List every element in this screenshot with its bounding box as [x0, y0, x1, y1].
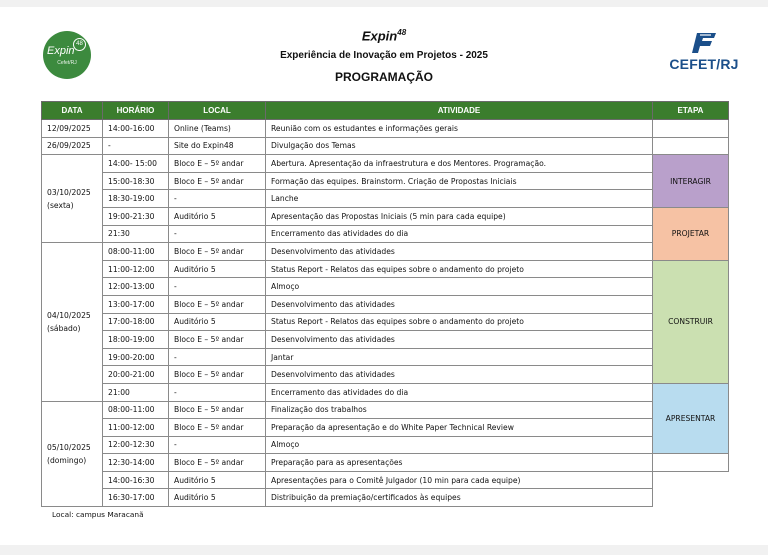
document-subtitle: Experiência de Inovação em Projetos - 2025	[280, 50, 488, 61]
time-cell: 12:30-14:00	[103, 454, 169, 472]
activity-cell: Desenvolvimento das atividades	[266, 243, 653, 261]
time-cell: 20:00-21:00	[103, 366, 169, 384]
stage-cell: CONSTRUIR	[653, 260, 729, 383]
location-cell: Bloco E – 5º andar	[169, 155, 266, 173]
table-row	[42, 331, 729, 349]
logo-text: Expin	[47, 45, 75, 57]
column-header-stage: ETAPA	[653, 102, 729, 120]
cefet-emblem-icon	[691, 31, 717, 55]
activity-cell: Desenvolvimento das atividades	[266, 366, 653, 384]
time-cell: 19:00-21:30	[103, 207, 169, 225]
time-cell: 16:30-17:00	[103, 489, 169, 507]
location-cell: Bloco E – 5º andar	[169, 243, 266, 261]
time-cell: 14:00- 15:00	[103, 155, 169, 173]
table-row	[42, 348, 729, 366]
location-cell: Auditório 5	[169, 471, 266, 489]
time-cell: 21:00	[103, 383, 169, 401]
location-cell: Bloco E – 5º andar	[169, 454, 266, 472]
table-row	[42, 313, 729, 331]
activity-cell: Divulgação dos Temas	[266, 137, 653, 155]
time-cell: 08:00-11:00	[103, 401, 169, 419]
location-cell: Online (Teams)	[169, 120, 266, 138]
table-row	[42, 137, 729, 155]
date-cell	[42, 155, 103, 243]
table-row	[42, 190, 729, 208]
date-cell	[42, 243, 103, 401]
date-text: 05/10/2025	[47, 442, 91, 452]
time-cell: 18:30-19:00	[103, 190, 169, 208]
logo-badge: 48	[73, 38, 86, 51]
time-cell: 11:00-12:00	[103, 419, 169, 437]
location-cell: -	[169, 225, 266, 243]
location-cell: -	[169, 278, 266, 296]
location-cell: -	[169, 436, 266, 454]
activity-cell: Status Report - Relatos das equipes sobre o andamento do projeto	[266, 260, 653, 278]
time-cell: 11:00-12:00	[103, 260, 169, 278]
activity-cell: Finalização dos trabalhos	[266, 401, 653, 419]
stage-cell: PROJETAR	[653, 207, 729, 260]
activity-cell: Preparação da apresentação e do White Paper Technical Review	[266, 419, 653, 437]
table-row	[42, 260, 729, 278]
time-cell: 14:00-16:30	[103, 471, 169, 489]
table-header-row	[42, 102, 729, 120]
location-cell: Bloco E – 5º andar	[169, 401, 266, 419]
location-cell: Bloco E – 5º andar	[169, 331, 266, 349]
document-page	[0, 7, 768, 545]
cefet-logo	[664, 31, 744, 77]
stage-cell	[653, 120, 729, 138]
column-header-location: LOCAL	[169, 102, 266, 120]
date-cell	[42, 137, 103, 155]
table-row	[42, 419, 729, 437]
table-row	[42, 225, 729, 243]
activity-cell: Distribuição da premiação/certificados às equipes	[266, 489, 653, 507]
time-cell: -	[103, 137, 169, 155]
date-text: 12/09/2025	[47, 123, 91, 133]
activity-cell: Apresentações para o Comitê Julgador (10 min para cada equipe)	[266, 471, 653, 489]
time-cell: 17:00-18:00	[103, 313, 169, 331]
time-cell: 21:30	[103, 225, 169, 243]
activity-cell: Desenvolvimento das atividades	[266, 295, 653, 313]
table-row	[42, 243, 729, 261]
location-note: Local: campus Maracanã	[52, 510, 144, 519]
column-header-time: HORÁRIO	[103, 102, 169, 120]
time-cell: 15:00-18:30	[103, 172, 169, 190]
schedule-heading: PROGRAMAÇÃO	[335, 70, 433, 84]
activity-cell: Almoço	[266, 278, 653, 296]
weekday-text: (sexta)	[47, 200, 74, 210]
table-row	[42, 120, 729, 138]
location-cell: Bloco E – 5º andar	[169, 295, 266, 313]
table-row	[42, 155, 729, 173]
table-row	[42, 489, 729, 507]
column-header-date: DATA	[42, 102, 103, 120]
location-cell: Auditório 5	[169, 207, 266, 225]
location-cell: Auditório 5	[169, 489, 266, 507]
weekday-text: (sábado)	[47, 323, 81, 333]
activity-cell: Formação das equipes. Brainstorm. Criação de Propostas Iniciais	[266, 172, 653, 190]
column-header-activity: ATIVIDADE	[266, 102, 653, 120]
location-cell: -	[169, 190, 266, 208]
location-cell: Bloco E – 5º andar	[169, 366, 266, 384]
activity-cell: Reunião com os estudantes e informações gerais	[266, 120, 653, 138]
time-cell: 18:00-19:00	[103, 331, 169, 349]
activity-cell: Status Report - Relatos das equipes sobre o andamento do projeto	[266, 313, 653, 331]
activity-cell: Encerramento das atividades do dia	[266, 383, 653, 401]
table-row	[42, 295, 729, 313]
time-cell: 13:00-17:00	[103, 295, 169, 313]
schedule-table	[41, 101, 729, 507]
date-text: 04/10/2025	[47, 310, 91, 320]
table-row	[42, 471, 729, 489]
document-title	[0, 28, 768, 43]
institution-name: CEFET/RJ	[669, 56, 739, 72]
table-row	[42, 366, 729, 384]
activity-cell: Jantar	[266, 348, 653, 366]
location-cell: -	[169, 348, 266, 366]
time-cell: 08:00-11:00	[103, 243, 169, 261]
date-cell	[42, 401, 103, 507]
stage-cell: APRESENTAR	[653, 383, 729, 453]
title-superscript: 48	[397, 28, 407, 37]
activity-cell: Encerramento das atividades do dia	[266, 225, 653, 243]
activity-cell: Lanche	[266, 190, 653, 208]
time-cell: 19:00-20:00	[103, 348, 169, 366]
table-row	[42, 207, 729, 225]
activity-cell: Apresentação das Propostas Iniciais (5 min para cada equipe)	[266, 207, 653, 225]
activity-cell: Abertura. Apresentação da infraestrutura e dos Mentores. Programação.	[266, 155, 653, 173]
activity-cell: Almoço	[266, 436, 653, 454]
table-row	[42, 172, 729, 190]
activity-cell: Desenvolvimento das atividades	[266, 331, 653, 349]
location-cell: Auditório 5	[169, 260, 266, 278]
stage-cell	[653, 454, 729, 472]
date-text: 03/10/2025	[47, 187, 91, 197]
activity-cell: Preparação para as apresentações	[266, 454, 653, 472]
title-text: Expin	[361, 28, 398, 44]
table-row	[42, 401, 729, 419]
date-text: 26/09/2025	[47, 141, 91, 151]
location-cell: Auditório 5	[169, 313, 266, 331]
logo-subtext: Cefet/RJ	[57, 60, 77, 66]
stage-cell	[653, 137, 729, 155]
time-cell: 12:00-12:30	[103, 436, 169, 454]
schedule-body	[42, 120, 729, 507]
time-cell: 14:00-16:00	[103, 120, 169, 138]
table-row	[42, 436, 729, 454]
table-row	[42, 454, 729, 472]
location-cell: Site do Expin48	[169, 137, 266, 155]
location-cell: Bloco E – 5º andar	[169, 172, 266, 190]
location-cell: Bloco E – 5º andar	[169, 419, 266, 437]
location-cell: -	[169, 383, 266, 401]
table-row	[42, 278, 729, 296]
table-row	[42, 383, 729, 401]
stage-cell: INTERAGIR	[653, 155, 729, 208]
weekday-text: (domingo)	[47, 455, 87, 465]
time-cell: 12:00-13:00	[103, 278, 169, 296]
date-cell	[42, 120, 103, 138]
